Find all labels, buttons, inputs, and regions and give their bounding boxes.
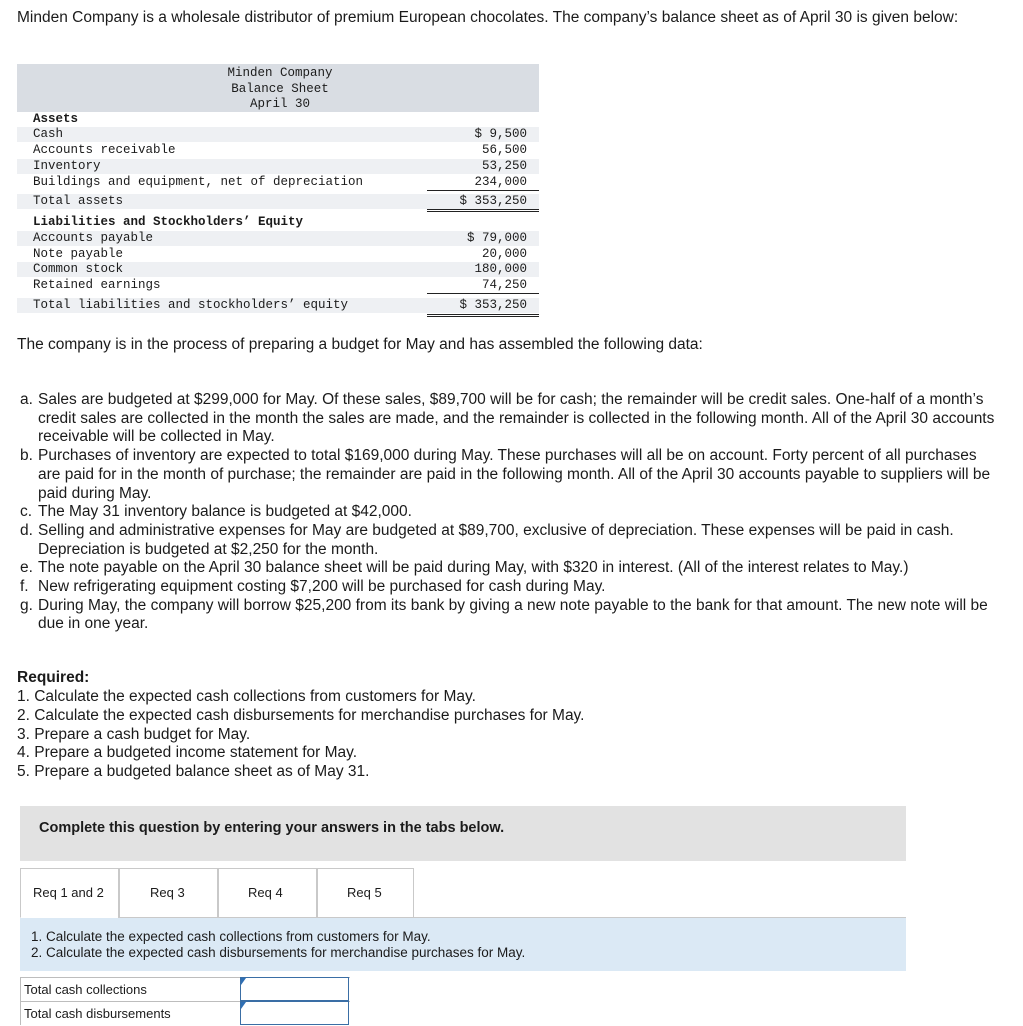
list-item: 1. Calculate the expected cash collections from customers for May. (17, 688, 476, 705)
tab-req-1-and-2[interactable] (20, 868, 119, 918)
bs-amount: 53,250 (481, 159, 527, 173)
total-double-rule (427, 314, 539, 317)
list-item: 2. Calculate the expected cash disbursements for merchandise purchases for May. (17, 706, 585, 724)
bs-row-accounts-receivable (17, 143, 539, 158)
list-item (20, 578, 1000, 597)
bs-amount: $ 9,500 (474, 127, 527, 141)
list-item (20, 391, 1000, 447)
bs-amount: 74,250 (481, 278, 527, 292)
bs-row-buildings (17, 175, 539, 190)
bs-label: Note payable (33, 247, 124, 261)
item-marker: f. (20, 578, 29, 596)
item-text: The May 31 inventory balance is budgeted at $42,000. (38, 503, 412, 521)
bs-label: Common stock (33, 262, 124, 276)
assets-heading-row (17, 112, 539, 127)
item-text: Sales are budgeted at $299,000 for May. Of these sales, $89,700 will be for cash; the remainder will be credit sales. One-half of a month’s credit sales are collected in the month the sales are made, and the remainder is collected in the following month. All of the April 30 accounts receivable will be collected in May. (38, 391, 995, 446)
subtotal-rule (427, 293, 539, 294)
bs-row-inventory (17, 159, 539, 174)
list-item (20, 447, 1000, 503)
bs-row-total-liabilities (17, 298, 539, 313)
tab-label: Req 3 (150, 885, 185, 900)
cash-collections-input[interactable] (241, 978, 352, 1002)
required-heading: Required: (17, 669, 90, 686)
bs-row-note-payable (17, 247, 539, 262)
bs-label: Accounts receivable (33, 143, 176, 157)
tab-label: Req 1 and 2 (33, 885, 104, 900)
tab-instructions (20, 918, 906, 971)
item-text: The note payable on the April 30 balance sheet will be paid during May, with $320 in interest. (All of the interest relates to May.) (38, 559, 909, 577)
company-name: Minden Company (227, 66, 333, 80)
tab-req-5[interactable] (317, 868, 414, 918)
liabilities-heading-row (17, 215, 539, 230)
bs-row-accounts-payable (17, 231, 539, 246)
item-marker: b. (20, 447, 33, 465)
list-item (20, 503, 1000, 522)
bs-row-total-assets (17, 194, 539, 209)
item-marker: g. (20, 596, 33, 614)
bs-amount: $ 353,250 (459, 298, 527, 312)
subtotal-rule (427, 190, 539, 191)
bs-row-cash (17, 127, 539, 142)
list-item (20, 522, 1000, 559)
item-text: During May, the company will borrow $25,200 from its bank by giving a new note payable to the bank for that amount. The new note will be due in one year. (38, 596, 988, 633)
bs-amount: 20,000 (481, 247, 527, 261)
banner-text: Complete this question by entering your answers in the tabs below. (39, 820, 505, 836)
item-text: New refrigerating equipment costing $7,200 will be purchased for cash during May. (38, 578, 606, 596)
list-item (20, 597, 1000, 634)
liabilities-heading: Liabilities and Stockholders’ Equity (33, 215, 304, 229)
total-double-rule (427, 209, 539, 212)
tab-label: Req 5 (347, 885, 382, 900)
bs-label: Cash (33, 127, 64, 141)
item-marker: c. (20, 503, 33, 521)
statement-date: April 30 (249, 97, 310, 111)
cash-disbursements-input[interactable] (241, 1002, 352, 1026)
bs-label: Total liabilities and stockholders’ equity (33, 298, 349, 312)
tab-req-3[interactable] (119, 868, 218, 918)
item-marker: e. (20, 559, 33, 577)
data-lead-text: The company is in the process of preparing a budget for May and has assembled the following data: (17, 336, 703, 353)
instruction-line: 2. Calculate the expected cash disbursements for merchandise purchases for May. (31, 945, 526, 960)
answer-label: Total cash collections (24, 982, 147, 997)
balance-sheet-header (17, 64, 539, 112)
bs-label: Retained earnings (33, 278, 161, 292)
tab-label: Req 4 (248, 885, 283, 900)
answer-row-collections (20, 977, 350, 1002)
statement-name: Balance Sheet (231, 81, 329, 96)
list-item: 3. Prepare a cash budget for May. (17, 725, 251, 743)
cash-disbursements-field[interactable] (240, 1001, 349, 1025)
bs-amount: $ 353,250 (459, 194, 527, 208)
list-item: 4. Prepare a budgeted income statement for May. (17, 744, 358, 762)
bs-label: Total assets (33, 194, 124, 208)
assets-heading: Assets (33, 112, 79, 126)
answer-label: Total cash disbursements (24, 1006, 171, 1021)
tab-req-4[interactable] (218, 868, 317, 918)
cash-collections-field[interactable] (240, 977, 349, 1001)
item-text: Selling and administrative expenses for May are budgeted at $89,700, exclusive of depreciation. These expenses will be paid in cash. Depreciation is budgeted at $2,250 for the month. (38, 521, 954, 558)
bs-amount: 56,500 (481, 143, 527, 157)
item-marker: d. (20, 521, 33, 539)
list-item (20, 559, 1000, 578)
bs-row-common-stock (17, 262, 539, 277)
item-marker: a. (20, 391, 33, 408)
bs-amount: $ 79,000 (466, 231, 527, 245)
instruction-line: 1. Calculate the expected cash collections from customers for May. (31, 929, 431, 944)
bs-amount: 234,000 (474, 175, 527, 189)
bs-label: Accounts payable (33, 231, 154, 245)
instructions-banner (20, 806, 906, 861)
bs-label: Buildings and equipment, net of depreciation (33, 175, 364, 189)
bs-row-retained-earnings (17, 278, 539, 293)
problem-intro: Minden Company is a wholesale distributor of premium European chocolates. The company’s balance sheet as of April 30 is given below: (17, 9, 959, 26)
required-list (17, 688, 584, 782)
budget-data-list (20, 391, 1000, 634)
answer-row-disbursements (20, 1001, 350, 1026)
item-text: Purchases of inventory are expected to total $169,000 during May. These purchases will all be on account. Forty percent of all purchases are paid for in the month of purchase; the remainder are paid in the following month. All of the April 30 accounts payable to suppliers will be paid during May. (38, 447, 991, 502)
balance-sheet (17, 64, 539, 312)
bs-label: Inventory (33, 159, 101, 173)
list-item: 5. Prepare a budgeted balance sheet as of May 31. (17, 763, 370, 781)
bs-amount: 180,000 (474, 262, 527, 276)
